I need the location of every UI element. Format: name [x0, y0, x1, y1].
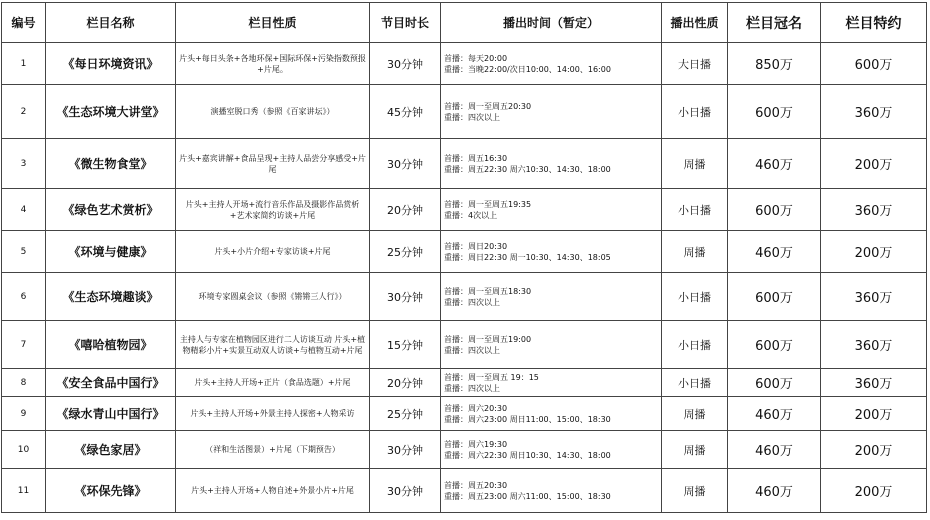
table-row: [2, 43, 927, 85]
row-name: 《绿色家居》: [46, 431, 176, 469]
row-title-sponsor: 460万: [728, 469, 821, 513]
row-duration: 45分钟: [370, 85, 441, 139]
row-type: 小日播: [662, 273, 728, 321]
row-duration: 25分钟: [370, 231, 441, 273]
row-special-sponsor: 360万: [821, 321, 927, 369]
table-row: [2, 469, 927, 513]
row-rerun: 重播：当晚22:00/次日10:00、14:00、16:00: [444, 64, 611, 74]
row-num: 9: [2, 397, 46, 431]
row-num: 6: [2, 273, 46, 321]
row-type: 小日播: [662, 189, 728, 231]
row-name: 《生态环境大讲堂》: [46, 85, 176, 139]
row-type: 小日播: [662, 321, 728, 369]
table-row: [2, 369, 927, 397]
row-premiere: 首播：周一至周五19:00: [444, 334, 532, 344]
row-airtime: [441, 189, 662, 231]
row-duration: 30分钟: [370, 43, 441, 85]
row-num: 11: [2, 469, 46, 513]
row-nature: 演播室脱口秀（参照《百家讲坛》）: [176, 85, 370, 139]
row-rerun: 重播：四次以上: [444, 383, 500, 393]
row-title-sponsor: 600万: [728, 85, 821, 139]
row-name: 《环保先锋》: [46, 469, 176, 513]
row-type: 小日播: [662, 369, 728, 397]
row-title-sponsor: 600万: [728, 189, 821, 231]
table-row: [2, 231, 927, 273]
row-title-sponsor: 850万: [728, 43, 821, 85]
row-nature: 环境专家圆桌会议（参照《锵锵三人行》）: [176, 273, 370, 321]
row-special-sponsor: 360万: [821, 189, 927, 231]
row-special-sponsor: 200万: [821, 397, 927, 431]
row-duration: 30分钟: [370, 139, 441, 189]
table-row: [2, 85, 927, 139]
row-nature: 片头+嘉宾讲解+食品呈现+主持人品尝分享感受+片尾: [176, 139, 370, 189]
row-duration: 25分钟: [370, 397, 441, 431]
row-title-sponsor: 600万: [728, 273, 821, 321]
row-nature: 片头+主持人开场+流行音乐作品及摄影作品赏析+艺术家简约访谈+片尾: [176, 189, 370, 231]
row-special-sponsor: 360万: [821, 369, 927, 397]
row-name: 《绿水青山中国行》: [46, 397, 176, 431]
row-premiere: 首播：周日20:30: [444, 241, 508, 251]
row-airtime: [441, 369, 662, 397]
row-duration: 30分钟: [370, 469, 441, 513]
table-row: [2, 273, 927, 321]
header-num: 编号: [2, 3, 46, 43]
row-rerun: 重播：周五23:00 周六11:00、15:00、18:30: [444, 491, 611, 501]
header-name: 栏目名称: [46, 3, 176, 43]
row-airtime: [441, 397, 662, 431]
row-num: 1: [2, 43, 46, 85]
row-special-sponsor: 200万: [821, 469, 927, 513]
row-rerun: 重播：四次以上: [444, 345, 500, 355]
row-premiere: 首播：周六20:30: [444, 403, 508, 413]
row-airtime: [441, 469, 662, 513]
row-name: 《生态环境趣谈》: [46, 273, 176, 321]
row-name: 《环境与健康》: [46, 231, 176, 273]
row-special-sponsor: 600万: [821, 43, 927, 85]
row-type: 周播: [662, 469, 728, 513]
row-special-sponsor: 200万: [821, 231, 927, 273]
row-premiere: 首播：周一至周五20:30: [444, 101, 532, 111]
row-title-sponsor: 460万: [728, 431, 821, 469]
row-premiere: 首播：周一至周五 19：15: [444, 372, 539, 382]
header-title-sponsor: 栏目冠名: [728, 3, 821, 43]
row-name: 《嘻哈植物园》: [46, 321, 176, 369]
row-rerun: 重播：4次以上: [444, 210, 498, 220]
row-rerun: 重播：四次以上: [444, 297, 500, 307]
row-premiere: 首播：每天20:00: [444, 53, 508, 63]
header-nature: 栏目性质: [176, 3, 370, 43]
table-row: [2, 139, 927, 189]
header-type: 播出性质: [662, 3, 728, 43]
row-num: 4: [2, 189, 46, 231]
table-row: [2, 189, 927, 231]
row-premiere: 首播：周一至周五18:30: [444, 286, 532, 296]
table-row: [2, 321, 927, 369]
row-name: 《微生物食堂》: [46, 139, 176, 189]
row-title-sponsor: 460万: [728, 139, 821, 189]
row-type: 小日播: [662, 85, 728, 139]
row-num: 10: [2, 431, 46, 469]
row-premiere: 首播：周六19:30: [444, 439, 508, 449]
row-rerun: 重播：四次以上: [444, 112, 500, 122]
row-duration: 15分钟: [370, 321, 441, 369]
row-duration: 20分钟: [370, 369, 441, 397]
row-special-sponsor: 200万: [821, 139, 927, 189]
row-nature: 片头+小片介绍+专家访谈+片尾: [176, 231, 370, 273]
row-title-sponsor: 600万: [728, 321, 821, 369]
row-special-sponsor: 360万: [821, 273, 927, 321]
row-type: 周播: [662, 231, 728, 273]
row-duration: 20分钟: [370, 189, 441, 231]
row-airtime: [441, 85, 662, 139]
row-title-sponsor: 460万: [728, 231, 821, 273]
row-num: 7: [2, 321, 46, 369]
row-airtime: [441, 321, 662, 369]
row-premiere: 首播：周五20:30: [444, 480, 508, 490]
table-row: [2, 397, 927, 431]
row-name: 《绿色艺术赏析》: [46, 189, 176, 231]
row-type: 周播: [662, 397, 728, 431]
row-airtime: [441, 273, 662, 321]
program-schedule-table: [1, 2, 927, 513]
row-title-sponsor: 460万: [728, 397, 821, 431]
row-name: 《每日环境资讯》: [46, 43, 176, 85]
header-airtime: 播出时间（暂定）: [441, 3, 662, 43]
row-nature: 片头+主持人开场+外景主持人探密+人物采访: [176, 397, 370, 431]
row-airtime: [441, 231, 662, 273]
row-num: 2: [2, 85, 46, 139]
row-airtime: [441, 43, 662, 85]
row-num: 5: [2, 231, 46, 273]
row-duration: 30分钟: [370, 273, 441, 321]
row-name: 《安全食品中国行》: [46, 369, 176, 397]
row-airtime: [441, 431, 662, 469]
row-premiere: 首播：周五16:30: [444, 153, 508, 163]
row-premiere: 首播：周一至周五19:35: [444, 199, 532, 209]
row-duration: 30分钟: [370, 431, 441, 469]
header-duration: 节目时长: [370, 3, 441, 43]
row-rerun: 重播：周日22:30 周一10:30、14:30、18:05: [444, 252, 611, 262]
row-rerun: 重播：周六23:00 周日11:00、15:00、18:30: [444, 414, 611, 424]
row-nature: 片头+主持人开场+正片（食品选题）+片尾: [176, 369, 370, 397]
row-nature: 片头+每日头条+各地环保+国际环保+污染指数预报+片尾。: [176, 43, 370, 85]
row-rerun: 重播：周六22:30 周日10:30、14:30、18:00: [444, 450, 611, 460]
row-num: 3: [2, 139, 46, 189]
row-type: 大日播: [662, 43, 728, 85]
row-nature: （祥和生活图景）+片尾（下期预告）: [176, 431, 370, 469]
row-special-sponsor: 360万: [821, 85, 927, 139]
header-row: [2, 3, 927, 43]
row-type: 周播: [662, 139, 728, 189]
row-rerun: 重播：周五22:30 周六10:30、14:30、18:00: [444, 164, 611, 174]
row-num: 8: [2, 369, 46, 397]
row-special-sponsor: 200万: [821, 431, 927, 469]
header-special-sponsor: 栏目特约: [821, 3, 927, 43]
row-title-sponsor: 600万: [728, 369, 821, 397]
row-nature: 主持人与专家在植物园区进行二人访谈互动 片头+植物精彩小片+实景互动双人访谈+与植物互动+片尾: [176, 321, 370, 369]
row-nature: 片头+主持人开场+人物自述+外景小片+片尾: [176, 469, 370, 513]
row-airtime: [441, 139, 662, 189]
row-type: 周播: [662, 431, 728, 469]
table-row: [2, 431, 927, 469]
